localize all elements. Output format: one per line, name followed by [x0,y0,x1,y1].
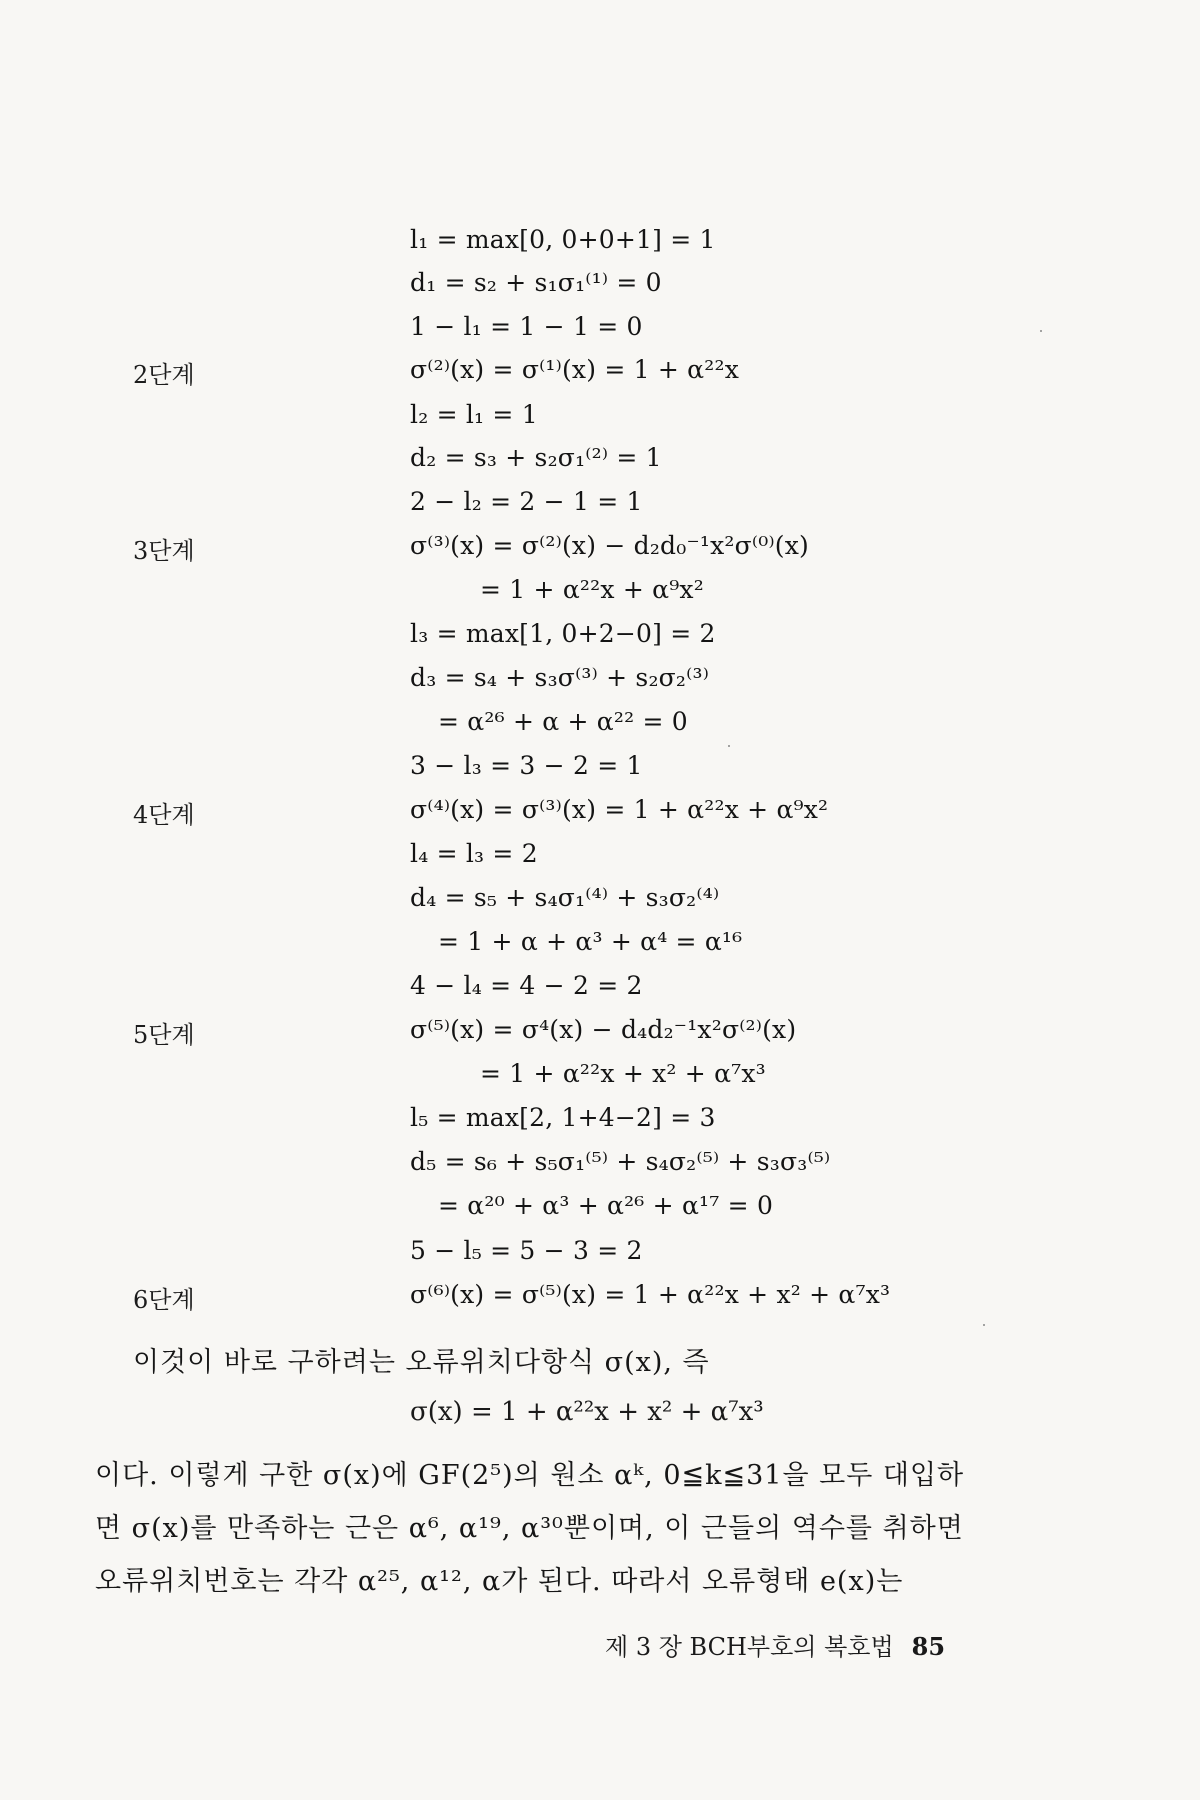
equation-line: d₄ = s₅ + s₄σ₁⁽⁴⁾ + s₃σ₂⁽⁴⁾ [410,883,720,912]
equation-line: σ⁽⁶⁾(x) = σ⁽⁵⁾(x) = 1 + α²²x + x² + α⁷x³ [410,1280,891,1309]
equation-continuation: = 1 + α + α³ + α⁴ = α¹⁶ [438,927,743,956]
chapter-title: 제 3 장 BCH부호의 복호법 [605,1633,894,1661]
step-label-6: 6단계 [133,1286,195,1314]
equation-continuation: = α²⁶ + α + α²² = 0 [438,707,688,736]
equation-line: l₁ = max[0, 0+0+1] = 1 [410,225,716,254]
equation-line: 2 − l₂ = 2 − 1 = 1 [410,487,643,516]
equation-line: 5 − l₅ = 5 − 3 = 2 [410,1236,643,1265]
paragraph-line-1: 이것이 바로 구하려는 오류위치다항식 σ(x), 즉 [133,1347,710,1378]
equation-line: l₅ = max[2, 1+4−2] = 3 [410,1103,716,1132]
step-label-5: 5단계 [133,1021,195,1049]
equation-line: σ⁽²⁾(x) = σ⁽¹⁾(x) = 1 + α²²x [410,355,740,384]
equation-line: l₂ = l₁ = 1 [410,400,538,429]
step-label-3: 3단계 [133,537,195,565]
displayed-equation: σ(x) = 1 + α²²x + x² + α⁷x³ [410,1397,764,1427]
equation-line: l₃ = max[1, 0+2−0] = 2 [410,619,716,648]
step-label-4: 4단계 [133,801,195,829]
equation-line: d₅ = s₆ + s₅σ₁⁽⁵⁾ + s₄σ₂⁽⁵⁾ + s₃σ₃⁽⁵⁾ [410,1147,831,1176]
equation-line: 4 − l₄ = 4 − 2 = 2 [410,971,643,1000]
equation-line: d₂ = s₃ + s₂σ₁⁽²⁾ = 1 [410,443,662,472]
paragraph-line-3: 면 σ(x)를 만족하는 근은 α⁶, α¹⁹, α³⁰뿐이며, 이 근들의 역수를 취하면 [95,1513,964,1544]
equation-continuation: = α²⁰ + α³ + α²⁶ + α¹⁷ = 0 [438,1191,774,1220]
page-footer [605,1627,945,1662]
equation-line: σ⁽⁵⁾(x) = σ⁴(x) − d₄d₂⁻¹x²σ⁽²⁾(x) [410,1015,797,1044]
equation-line: 3 − l₃ = 3 − 2 = 1 [410,751,643,780]
equation-continuation: = 1 + α²²x + α⁹x² [480,575,704,604]
scan-speck [983,1324,985,1326]
equation-line: d₃ = s₄ + s₃σ⁽³⁾ + s₂σ₂⁽³⁾ [410,663,710,692]
equation-line: 1 − l₁ = 1 − 1 = 0 [410,312,643,341]
scan-speck [728,745,730,747]
paragraph-line-4: 오류위치번호는 각각 α²⁵, α¹², α가 된다. 따라서 오류형태 e(x)는 [95,1566,904,1597]
scan-speck [1040,330,1042,332]
equation-continuation: = 1 + α²²x + x² + α⁷x³ [480,1059,766,1088]
page-number: 85 [911,1632,946,1661]
equation-line: d₁ = s₂ + s₁σ₁⁽¹⁾ = 0 [410,268,662,297]
equation-line: l₄ = l₃ = 2 [410,839,538,868]
equation-line: σ⁽³⁾(x) = σ⁽²⁾(x) − d₂d₀⁻¹x²σ⁽⁰⁾(x) [410,531,809,560]
paragraph-line-2: 이다. 이렇게 구한 σ(x)에 GF(2⁵)의 원소 αᵏ, 0≦k≦31을 모두 대입하 [95,1460,965,1491]
step-label-2: 2단계 [133,361,195,389]
equation-line: σ⁽⁴⁾(x) = σ⁽³⁾(x) = 1 + α²²x + α⁹x² [410,795,829,824]
